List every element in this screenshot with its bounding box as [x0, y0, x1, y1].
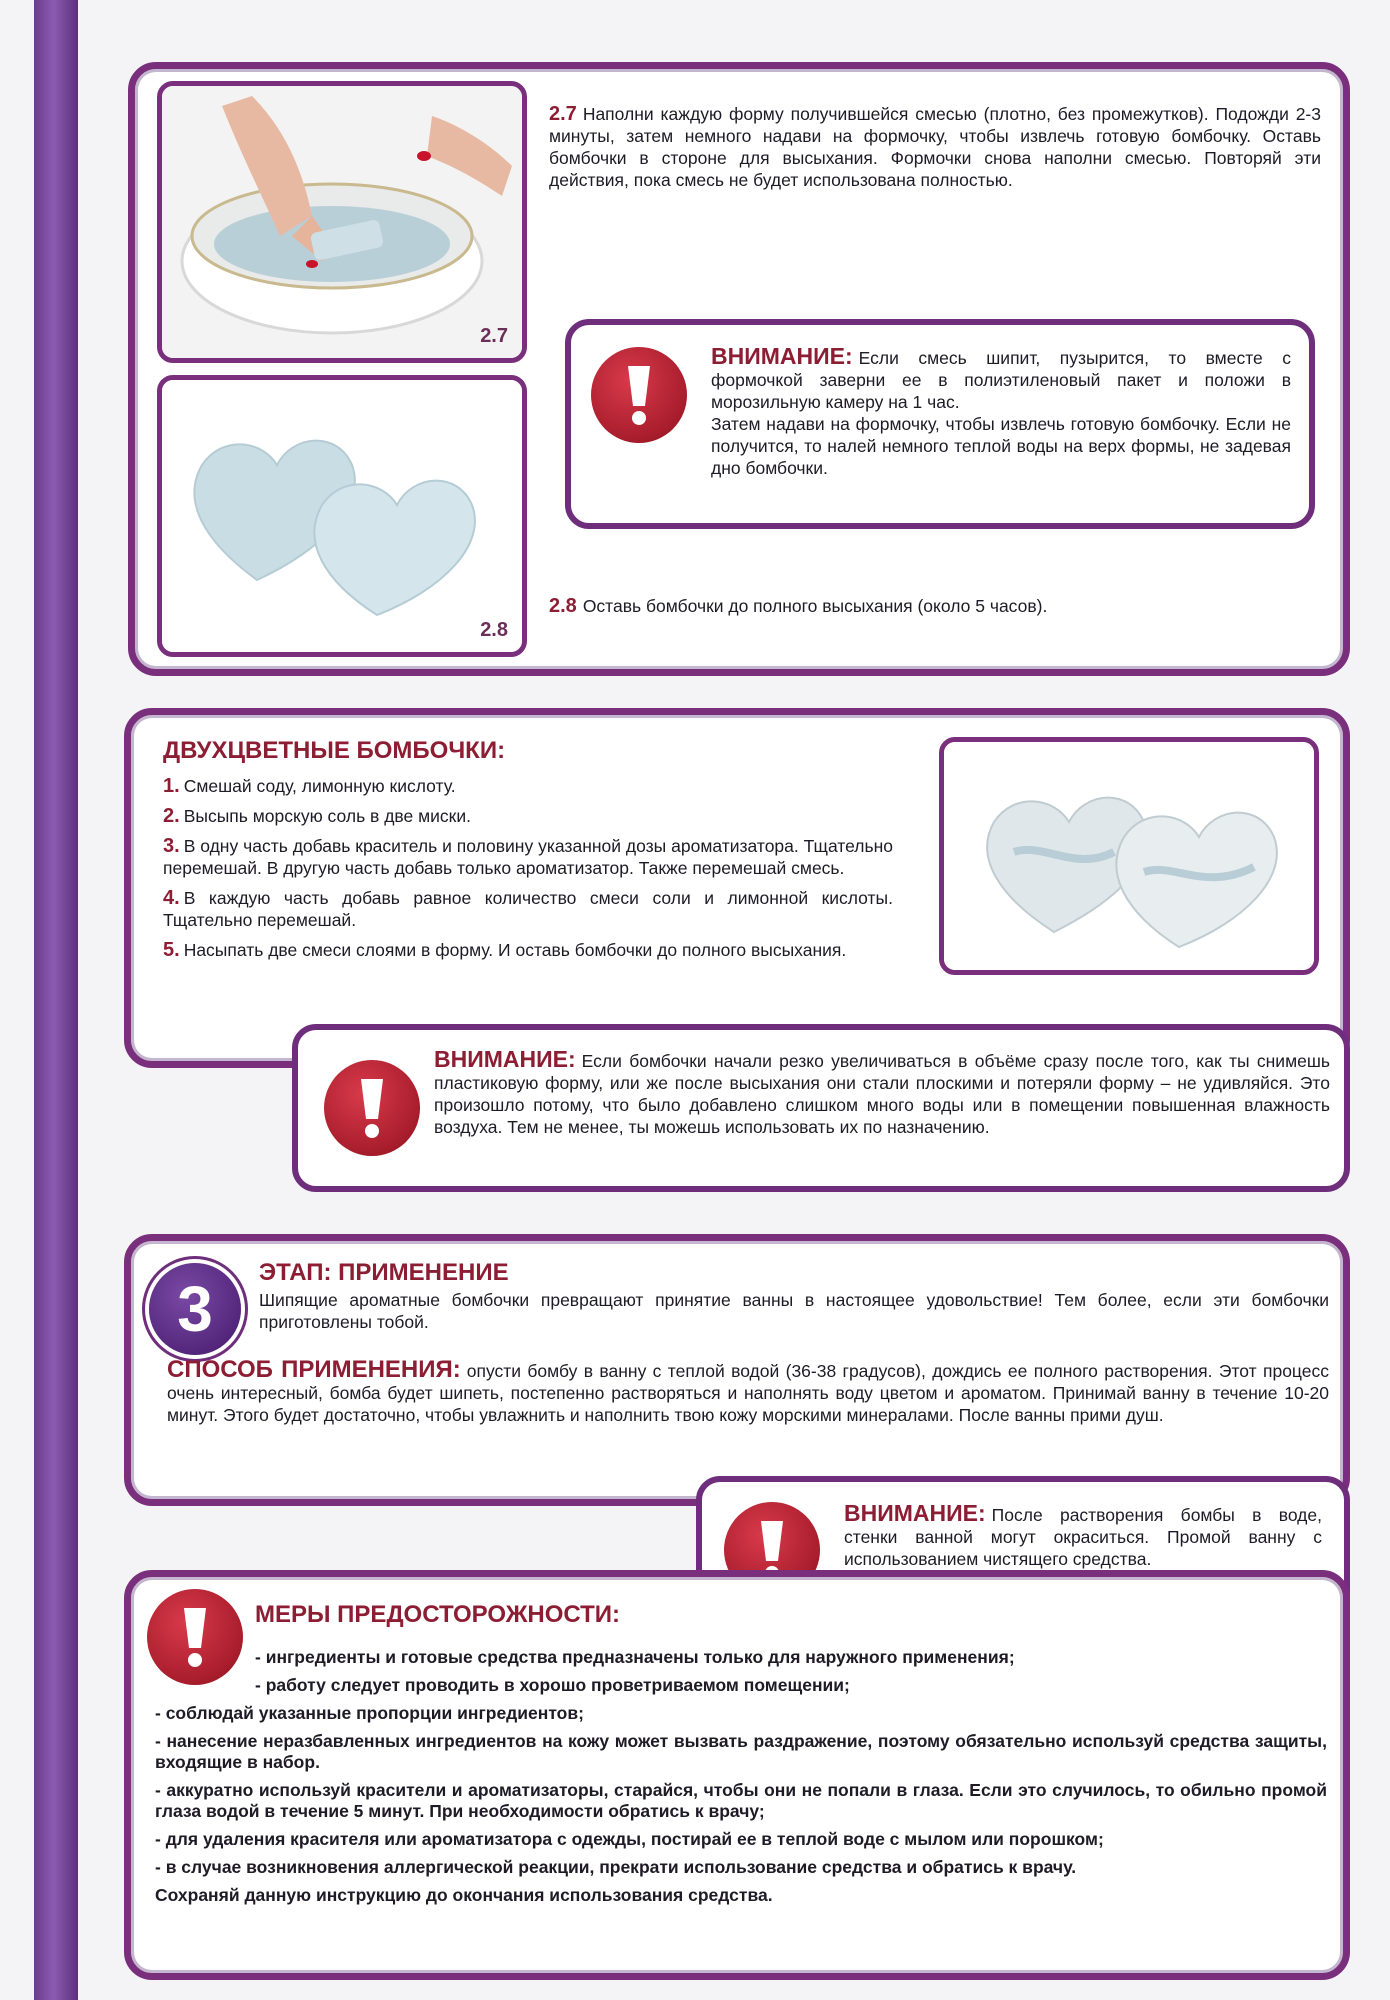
exclamation-icon — [324, 1060, 420, 1156]
warning-two-color-text — [434, 1048, 1330, 1138]
stage3-method — [167, 1356, 1329, 1426]
warning-title: ВНИМАНИЕ: — [434, 1046, 576, 1072]
list-item: - соблюдай указанные пропорции ингредиентов; — [155, 1703, 584, 1723]
two-color-content — [163, 737, 923, 969]
precautions-panel — [124, 1570, 1350, 1980]
precautions-title: МЕРЫ ПРЕДОСТОРОЖНОСТИ: — [255, 1601, 621, 1628]
list-item: - нанесение неразбавленных ингредиентов на кожу может вызвать раздражение, поэтому обязательно используй средства защиты, входящие в набор. — [155, 1731, 1327, 1772]
list-item: - в случае возникновения аллергической реакции, прекрати использование средства и обратись к врачу. — [155, 1857, 1077, 1877]
step-27-text — [549, 103, 1321, 191]
warning-bath-body: После растворения бомбы в воде, стенки ванной могут окраситься. Промой ванну с использованием чистящего средства. — [844, 1505, 1322, 1569]
bowl-hands-illustration — [162, 86, 522, 358]
step-28-body: Оставь бомбочки до полного высыхания (около 5 часов). — [582, 596, 1048, 616]
left-decorative-stripe — [34, 0, 78, 2000]
heart-bombs-illustration — [162, 380, 522, 652]
warning-box-mixture — [565, 319, 1315, 529]
warning-box-two-color — [292, 1024, 1350, 1192]
step-27-number: 2.7 — [549, 103, 577, 125]
step-28-text — [549, 595, 1321, 617]
photo-label-27: 2.7 — [480, 325, 508, 347]
photo-two-color-bombs — [939, 737, 1319, 975]
exclamation-icon — [591, 347, 687, 443]
two-color-title: ДВУХЦВЕТНЫЕ БОМБОЧКИ: — [163, 737, 506, 764]
stage3-title: ЭТАП: ПРИМЕНЕНИЕ — [259, 1259, 509, 1286]
steps-panel — [128, 62, 1350, 676]
list-item: - ингредиенты и готовые средства предназначены только для наружного применения; — [255, 1647, 1015, 1667]
list-item: - для удаления красителя или ароматизатора с одежды, постирай ее в теплой воде с мылом или порошком; — [155, 1829, 1104, 1849]
stage3-intro: Шипящие ароматные бомбочки превращают принятие ванны в настоящее удовольствие! Тем более, если эти бомбочки приготовлены тобой. — [259, 1290, 1329, 1332]
list-item: 3. В одну часть добавь краситель и половину указанной дозы ароматизатора. Тщательно перемешай. В другую часть добавь только ароматизатор. Также перемешай смесь. — [163, 835, 893, 878]
photo-label-28: 2.8 — [480, 619, 508, 641]
list-item: 5. Насыпать две смеси слоями в форму. И оставь бомбочки до полного высыхания. — [163, 939, 847, 961]
warning-mixture-text — [711, 345, 1291, 479]
two-color-panel — [124, 708, 1350, 1068]
step-27-body: Наполни каждую форму получившейся смесью (плотно, без промежутков). Подожди 2-3 минуты, затем немного надави на формочку, чтобы извлечь готовую бомбочку. Оставь бомбочки в стороне для высыхания. Формочки снова наполни смесью. Повторяй эти действия, пока смесь не будет использована полностью. — [549, 104, 1321, 190]
list-item: 2. Высыпь морскую соль в две миски. — [163, 805, 471, 827]
photo-step-28 — [157, 375, 527, 657]
list-item: 1. Смешай соду, лимонную кислоту. — [163, 775, 456, 797]
warning-bath-text — [844, 1502, 1322, 1570]
stage3-header — [259, 1259, 1329, 1333]
warning-two-color-body: Если бомбочки начали резко увеличиваться в объёме сразу после того, как ты снимешь пластиковую форму, или же после высыхания они стали плоскими и потеряли форму – не удивляйся. Это произошло потому, что было добавлено слишком много воды или в помещении повышенная влажность воздуха. Тем не менее, ты можешь использовать их по назначению. — [434, 1051, 1330, 1137]
two-color-hearts-illustration — [944, 742, 1314, 970]
two-color-steps — [163, 775, 923, 961]
warning-mixture-line1: Если смесь шипит, пузырится, то вместе с формочкой заверни ее в полиэтиленовый пакет и положи в морозильную камеру на 1 час. — [711, 348, 1291, 412]
list-item: - работу следует проводить в хорошо проветриваемом помещении; — [255, 1675, 850, 1695]
method-title: СПОСОБ ПРИМЕНЕНИЯ: — [167, 1356, 461, 1383]
list-item: - аккуратно используй красители и ароматизаторы, старайся, чтобы они не попали в глаза. Если это случилось, то обильно промой глаза водой в течение 5 минут. При необходимости обратись к врачу; — [155, 1780, 1327, 1821]
stage-number-badge: 3 — [149, 1263, 241, 1355]
list-item: 4. В каждую часть добавь равное количество смеси соли и лимонной кислоты. Тщательно перемешай. — [163, 887, 893, 930]
method-text: опусти бомбу в ванну с теплой водой (36-38 градусов), дождись ее полного растворения. Этот процесс очень интересный, бомба будет шипеть, постепенно растворяться и наполнять воду цветом и ароматом. Принимай ванну в течение 10-20 минут. Этого будет достаточно, чтобы увлажнить и наполнить твою кожу морскими минералами. После ванны прими душ. — [167, 1361, 1329, 1425]
warning-title: ВНИМАНИЕ: — [711, 343, 853, 369]
precautions-footer: Сохраняй данную инструкцию до окончания использования средства. — [155, 1885, 773, 1905]
photo-step-27 — [157, 81, 527, 363]
precautions-list — [155, 1647, 1327, 1913]
warning-mixture-line2: Затем надави на формочку, чтобы извлечь готовую бомбочку. Если не получится, то налей немного теплой воды на верх формы, не задевая дно бомбочки. — [711, 414, 1291, 478]
stage3-panel — [124, 1234, 1350, 1506]
step-28-number: 2.8 — [549, 595, 577, 617]
warning-title: ВНИМАНИЕ: — [844, 1500, 986, 1526]
